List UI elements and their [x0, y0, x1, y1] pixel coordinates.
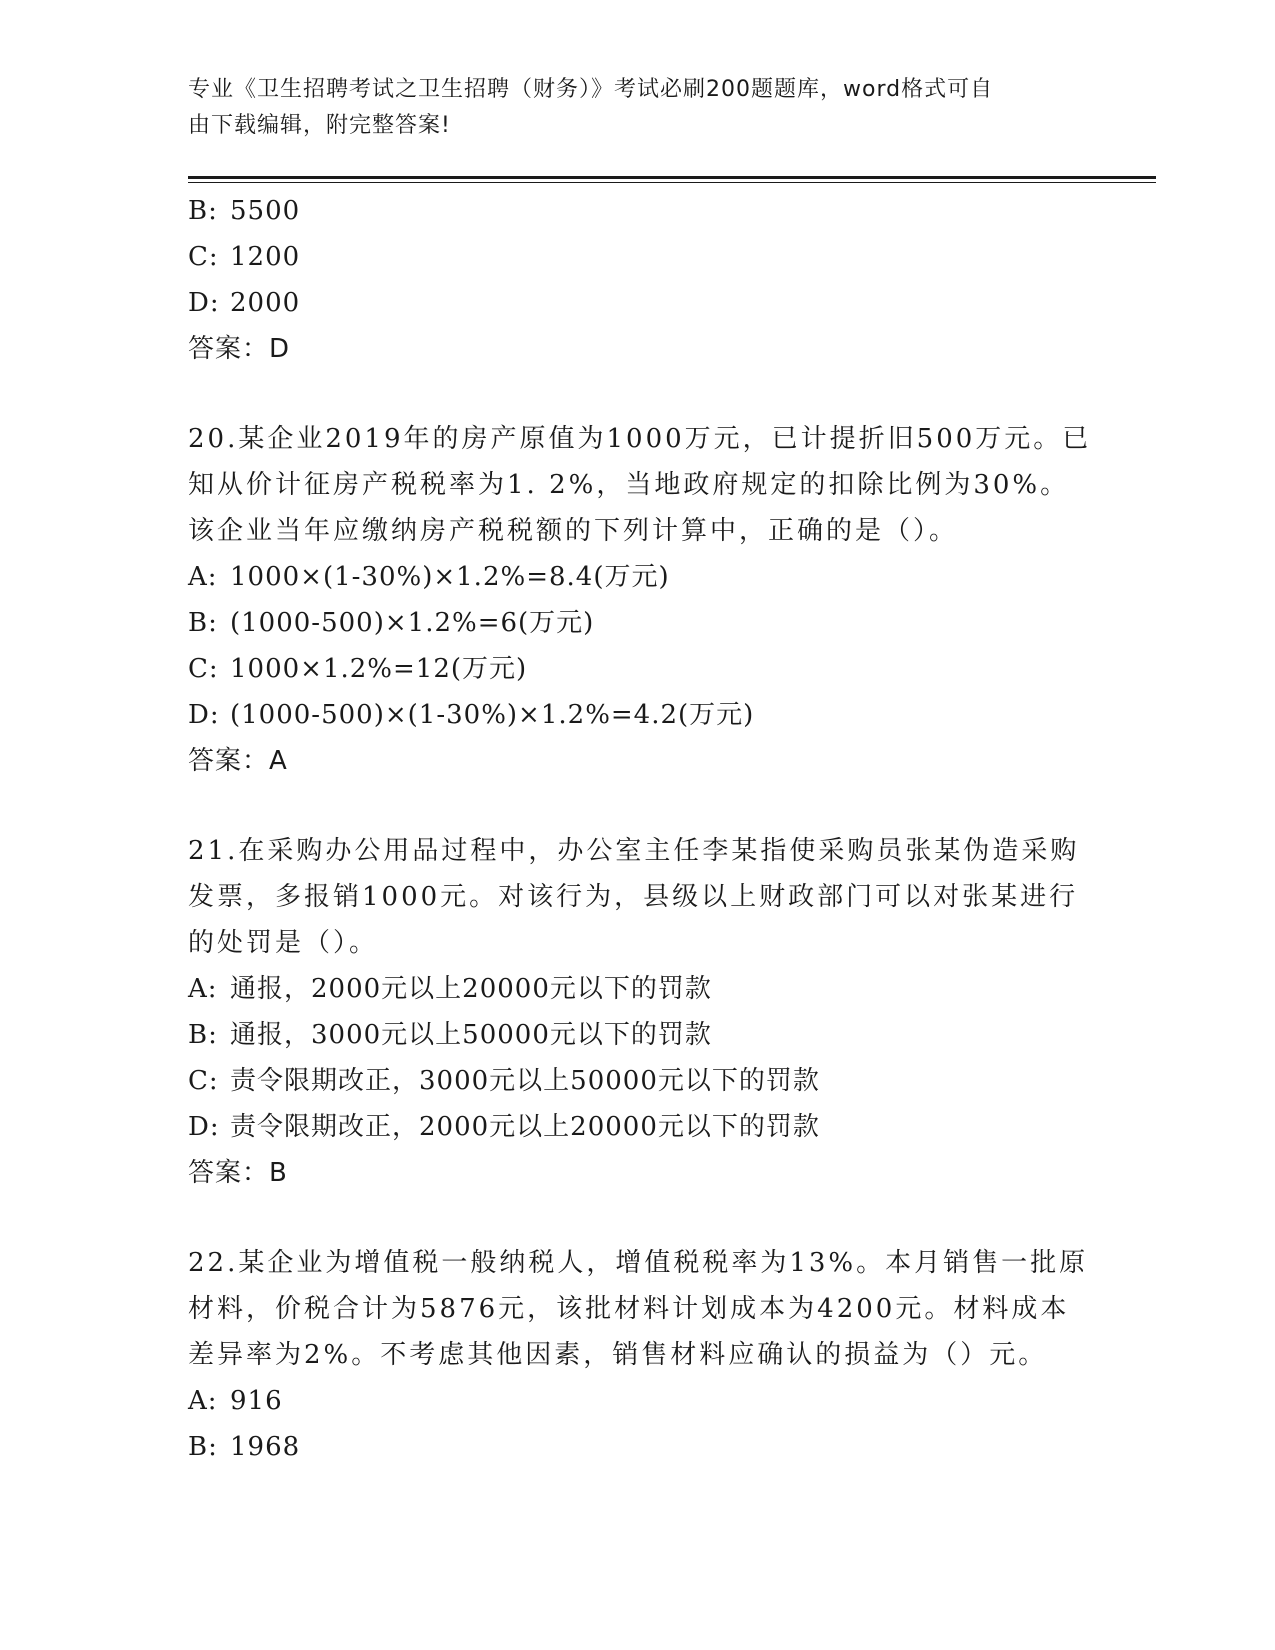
option-letter: B: — [188, 1432, 218, 1462]
option-a — [188, 966, 1088, 1012]
option-letter: B: — [188, 608, 218, 638]
option-text: (1000-500)×(1-30%)×1.2%=4.2(万元) — [230, 700, 755, 730]
option-letter: A: — [188, 1386, 218, 1416]
option-text: 1000×(1-30%)×1.2%=8.4(万元) — [230, 562, 670, 592]
option-b — [188, 188, 1088, 234]
option-b — [188, 600, 1088, 646]
option-letter: C: — [188, 654, 219, 684]
question-text-line: 知从价计征房产税税率为1. 2%，当地政府规定的扣除比例为30%。 — [188, 470, 1070, 500]
header-line-1: 专业《卫生招聘考试之卫生招聘（财务）》考试必刷200题题库，word格式可自 — [188, 77, 994, 102]
option-text: 通报，3000元以上50000元以下的罚款 — [230, 1020, 712, 1050]
question-21 — [188, 828, 1088, 1196]
option-letter: A: — [188, 562, 218, 592]
option-a — [188, 554, 1088, 600]
question-22 — [188, 1240, 1088, 1470]
spacer — [188, 784, 1088, 828]
option-a — [188, 1378, 1088, 1424]
option-letter: C: — [188, 1066, 219, 1096]
answer-line: 答案：D — [188, 334, 291, 364]
question-text-line: 发票，多报销1000元。对该行为，县级以上财政部门可以对张某进行 — [188, 882, 1079, 912]
header-rule-thin — [188, 182, 1156, 183]
spacer — [188, 1196, 1088, 1240]
option-text: 通报，2000元以上20000元以下的罚款 — [230, 974, 712, 1004]
spacer — [188, 372, 1088, 416]
option-c — [188, 646, 1088, 692]
document-header — [188, 72, 1088, 144]
option-text: 1968 — [230, 1432, 301, 1462]
question-text-line: 该企业当年应缴纳房产税税额的下列计算中，正确的是（）。 — [188, 516, 959, 546]
option-letter: C: — [188, 242, 219, 272]
option-text: 2000 — [230, 288, 301, 318]
answer-line: 答案：A — [188, 746, 288, 776]
document-body — [188, 188, 1092, 1470]
option-d — [188, 280, 1088, 326]
question-text-line: 的处罚是（）。 — [188, 928, 379, 958]
answer-line: 答案：B — [188, 1158, 288, 1188]
question-text-line: 差异率为2%。不考虑其他因素，销售材料应确认的损益为（）元。 — [188, 1340, 1048, 1370]
header-rule-thick — [188, 176, 1156, 179]
option-text: 5500 — [230, 196, 301, 226]
option-letter: D: — [188, 700, 220, 730]
option-text: 1000×1.2%=12(万元) — [230, 654, 528, 684]
option-letter: B: — [188, 1020, 218, 1050]
option-text: 1200 — [230, 242, 301, 272]
option-c — [188, 1058, 1088, 1104]
question-text-line: 22.某企业为增值税一般纳税人，增值税税率为13%。本月销售一批原 — [188, 1248, 1089, 1278]
option-letter: D: — [188, 1112, 220, 1142]
option-letter: A: — [188, 974, 218, 1004]
option-b — [188, 1012, 1088, 1058]
option-c — [188, 234, 1088, 280]
option-text: 责令限期改正，3000元以上50000元以下的罚款 — [230, 1066, 820, 1096]
option-b — [188, 1424, 1088, 1470]
question-text-line: 20.某企业2019年的房产原值为1000万元，已计提折旧500万元。已 — [188, 424, 1092, 454]
question-text-line: 材料，价税合计为5876元，该批材料计划成本为4200元。材料成本 — [188, 1294, 1070, 1324]
option-letter: D: — [188, 288, 220, 318]
option-text: 916 — [230, 1386, 283, 1416]
option-text: 责令限期改正，2000元以上20000元以下的罚款 — [230, 1112, 820, 1142]
question-19-tail — [188, 188, 1088, 372]
header-line-2: 由下载编辑，附完整答案! — [188, 113, 451, 138]
question-text-line: 21.在采购办公用品过程中，办公室主任李某指使采购员张某伪造采购 — [188, 836, 1080, 866]
option-text: (1000-500)×1.2%=6(万元) — [230, 608, 595, 638]
option-d — [188, 1104, 1088, 1150]
question-20 — [188, 416, 1092, 784]
option-letter: B: — [188, 196, 218, 226]
option-d — [188, 692, 1088, 738]
